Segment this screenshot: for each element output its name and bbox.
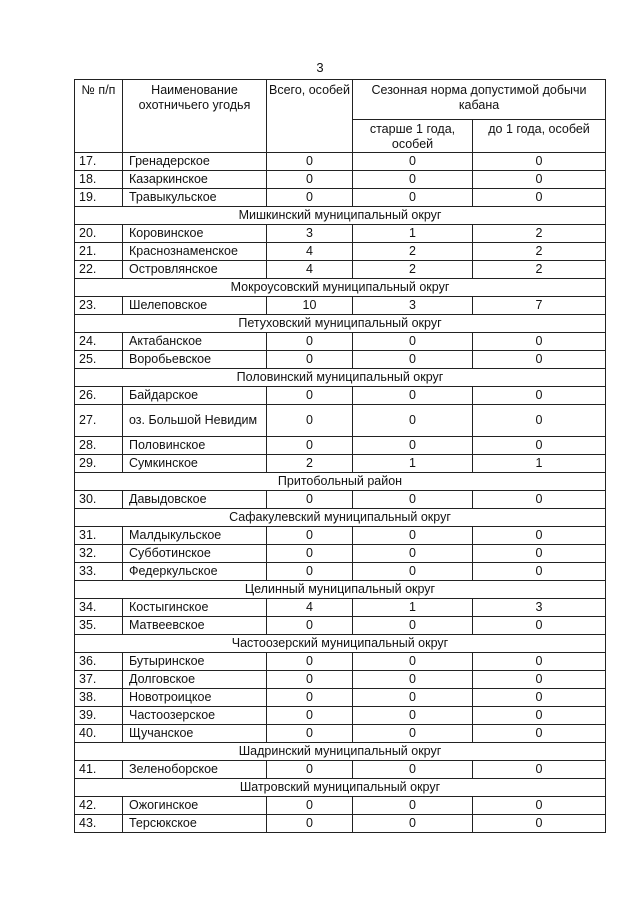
section-title: Петуховский муниципальный округ <box>75 315 606 333</box>
table-row <box>75 815 606 833</box>
younger-count: 0 <box>473 797 606 815</box>
total-count: 0 <box>267 671 353 689</box>
hunting-ground-name: Шелеповское <box>123 297 267 315</box>
section-title: Шатровский муниципальный округ <box>75 779 606 797</box>
row-number: 38. <box>75 689 123 707</box>
table-row <box>75 725 606 743</box>
older-count: 0 <box>353 725 473 743</box>
section-row <box>75 315 606 333</box>
total-count: 10 <box>267 297 353 315</box>
row-number: 41. <box>75 761 123 779</box>
older-count: 0 <box>353 189 473 207</box>
younger-count: 7 <box>473 297 606 315</box>
table-row <box>75 405 606 437</box>
total-count: 0 <box>267 797 353 815</box>
younger-count: 0 <box>473 171 606 189</box>
younger-count: 0 <box>473 545 606 563</box>
hunting-ground-name: Малдыкульское <box>123 527 267 545</box>
row-number: 27. <box>75 405 123 437</box>
table-row <box>75 171 606 189</box>
section-title: Половинский муниципальный округ <box>75 369 606 387</box>
total-count: 0 <box>267 545 353 563</box>
total-count: 3 <box>267 225 353 243</box>
total-count: 0 <box>267 725 353 743</box>
younger-count: 1 <box>473 455 606 473</box>
younger-count: 0 <box>473 405 606 437</box>
table-row <box>75 225 606 243</box>
row-number: 42. <box>75 797 123 815</box>
row-number: 19. <box>75 189 123 207</box>
older-count: 0 <box>353 815 473 833</box>
total-count: 0 <box>267 189 353 207</box>
younger-count: 0 <box>473 689 606 707</box>
total-count: 0 <box>267 653 353 671</box>
section-title: Шадринский муниципальный округ <box>75 743 606 761</box>
section-row <box>75 279 606 297</box>
table-row <box>75 689 606 707</box>
hunting-ground-name: Новотроицкое <box>123 689 267 707</box>
section-row <box>75 369 606 387</box>
total-count: 0 <box>267 351 353 369</box>
younger-count: 0 <box>473 653 606 671</box>
older-count: 0 <box>353 797 473 815</box>
hunting-ground-name: оз. Большой Невидим <box>123 405 267 437</box>
older-count: 2 <box>353 261 473 279</box>
row-number: 33. <box>75 563 123 581</box>
younger-count: 0 <box>473 333 606 351</box>
hunting-ground-name: Терсюкское <box>123 815 267 833</box>
total-count: 0 <box>267 815 353 833</box>
row-number: 29. <box>75 455 123 473</box>
header-name: Наименование охотничьего угодья <box>123 80 267 153</box>
total-count: 0 <box>267 491 353 509</box>
row-number: 24. <box>75 333 123 351</box>
younger-count: 0 <box>473 387 606 405</box>
section-row <box>75 635 606 653</box>
hunting-ground-name: Субботинское <box>123 545 267 563</box>
header-younger: до 1 года, особей <box>473 120 606 153</box>
total-count: 0 <box>267 707 353 725</box>
total-count: 0 <box>267 689 353 707</box>
older-count: 0 <box>353 153 473 171</box>
hunting-ground-name: Сумкинское <box>123 455 267 473</box>
younger-count: 0 <box>473 617 606 635</box>
table-row <box>75 491 606 509</box>
total-count: 0 <box>267 333 353 351</box>
older-count: 1 <box>353 225 473 243</box>
hunting-ground-name: Байдарское <box>123 387 267 405</box>
table-row <box>75 671 606 689</box>
row-number: 17. <box>75 153 123 171</box>
row-number: 32. <box>75 545 123 563</box>
table-row <box>75 599 606 617</box>
younger-count: 2 <box>473 243 606 261</box>
section-title: Мишкинский муниципальный округ <box>75 207 606 225</box>
table-row <box>75 261 606 279</box>
younger-count: 0 <box>473 563 606 581</box>
total-count: 0 <box>267 387 353 405</box>
hunting-ground-name: Воробьевское <box>123 351 267 369</box>
section-title: Целинный муниципальный округ <box>75 581 606 599</box>
header-norm: Сезонная норма допустимой добычи кабана <box>353 80 606 120</box>
row-number: 25. <box>75 351 123 369</box>
row-number: 40. <box>75 725 123 743</box>
row-number: 34. <box>75 599 123 617</box>
older-count: 0 <box>353 563 473 581</box>
table-row <box>75 797 606 815</box>
section-title: Сафакулевский муниципальный округ <box>75 509 606 527</box>
younger-count: 0 <box>473 761 606 779</box>
page-number: 3 <box>316 60 324 75</box>
table-row <box>75 189 606 207</box>
older-count: 0 <box>353 653 473 671</box>
section-row <box>75 743 606 761</box>
total-count: 4 <box>267 243 353 261</box>
younger-count: 0 <box>473 527 606 545</box>
row-number: 20. <box>75 225 123 243</box>
header-total: Всего, особей <box>267 80 353 153</box>
younger-count: 0 <box>473 351 606 369</box>
row-number: 22. <box>75 261 123 279</box>
hunting-ground-name: Матвеевское <box>123 617 267 635</box>
row-number: 37. <box>75 671 123 689</box>
row-number: 18. <box>75 171 123 189</box>
older-count: 2 <box>353 243 473 261</box>
table-row <box>75 437 606 455</box>
table-row <box>75 707 606 725</box>
section-title: Частоозерский муниципальный округ <box>75 635 606 653</box>
older-count: 0 <box>353 333 473 351</box>
section-title: Мокроусовский муниципальный округ <box>75 279 606 297</box>
table-row <box>75 243 606 261</box>
table-row <box>75 617 606 635</box>
older-count: 1 <box>353 599 473 617</box>
total-count: 0 <box>267 563 353 581</box>
older-count: 0 <box>353 527 473 545</box>
table-row <box>75 387 606 405</box>
younger-count: 2 <box>473 261 606 279</box>
younger-count: 0 <box>473 437 606 455</box>
section-title: Притобольный район <box>75 473 606 491</box>
header-num: № п/п <box>75 80 123 153</box>
row-number: 35. <box>75 617 123 635</box>
older-count: 0 <box>353 689 473 707</box>
hunting-ground-name: Долговское <box>123 671 267 689</box>
younger-count: 0 <box>473 671 606 689</box>
total-count: 0 <box>267 405 353 437</box>
hunting-ground-name: Костыгинское <box>123 599 267 617</box>
older-count: 1 <box>353 455 473 473</box>
older-count: 0 <box>353 671 473 689</box>
younger-count: 2 <box>473 225 606 243</box>
row-number: 36. <box>75 653 123 671</box>
younger-count: 0 <box>473 815 606 833</box>
total-count: 0 <box>267 171 353 189</box>
younger-count: 0 <box>473 153 606 171</box>
older-count: 3 <box>353 297 473 315</box>
total-count: 4 <box>267 261 353 279</box>
row-number: 26. <box>75 387 123 405</box>
table-row <box>75 653 606 671</box>
row-number: 23. <box>75 297 123 315</box>
younger-count: 0 <box>473 707 606 725</box>
total-count: 0 <box>267 617 353 635</box>
hunting-ground-name: Островлянское <box>123 261 267 279</box>
row-number: 30. <box>75 491 123 509</box>
younger-count: 0 <box>473 725 606 743</box>
row-number: 31. <box>75 527 123 545</box>
row-number: 28. <box>75 437 123 455</box>
younger-count: 3 <box>473 599 606 617</box>
hunting-ground-name: Зеленоборское <box>123 761 267 779</box>
older-count: 0 <box>353 405 473 437</box>
total-count: 0 <box>267 761 353 779</box>
total-count: 2 <box>267 455 353 473</box>
section-row <box>75 207 606 225</box>
hunting-ground-name: Щучанское <box>123 725 267 743</box>
younger-count: 0 <box>473 491 606 509</box>
table-row <box>75 545 606 563</box>
table-row <box>75 333 606 351</box>
older-count: 0 <box>353 387 473 405</box>
hunting-ground-name: Давыдовское <box>123 491 267 509</box>
header-older: старше 1 года, особей <box>353 120 473 153</box>
hunting-ground-name: Федеркульское <box>123 563 267 581</box>
older-count: 0 <box>353 491 473 509</box>
hunting-quota-table <box>74 79 606 833</box>
table-row <box>75 527 606 545</box>
table-row <box>75 455 606 473</box>
total-count: 0 <box>267 437 353 455</box>
row-number: 39. <box>75 707 123 725</box>
section-row <box>75 581 606 599</box>
table-row <box>75 153 606 171</box>
table-body <box>75 153 606 833</box>
hunting-ground-name: Краснознаменское <box>123 243 267 261</box>
older-count: 0 <box>353 761 473 779</box>
row-number: 21. <box>75 243 123 261</box>
hunting-ground-name: Частоозерское <box>123 707 267 725</box>
hunting-ground-name: Половинское <box>123 437 267 455</box>
hunting-ground-name: Казаркинское <box>123 171 267 189</box>
table-row <box>75 351 606 369</box>
older-count: 0 <box>353 707 473 725</box>
section-row <box>75 473 606 491</box>
older-count: 0 <box>353 351 473 369</box>
table-row <box>75 761 606 779</box>
total-count: 0 <box>267 153 353 171</box>
section-row <box>75 779 606 797</box>
older-count: 0 <box>353 545 473 563</box>
section-row <box>75 509 606 527</box>
older-count: 0 <box>353 437 473 455</box>
table-row <box>75 563 606 581</box>
hunting-ground-name: Коровинское <box>123 225 267 243</box>
older-count: 0 <box>353 171 473 189</box>
hunting-ground-name: Актабанское <box>123 333 267 351</box>
older-count: 0 <box>353 617 473 635</box>
hunting-ground-name: Ожогинское <box>123 797 267 815</box>
total-count: 4 <box>267 599 353 617</box>
hunting-ground-name: Травыкульское <box>123 189 267 207</box>
total-count: 0 <box>267 527 353 545</box>
hunting-ground-name: Гренадерское <box>123 153 267 171</box>
table-row <box>75 297 606 315</box>
row-number: 43. <box>75 815 123 833</box>
younger-count: 0 <box>473 189 606 207</box>
hunting-ground-name: Бутыринское <box>123 653 267 671</box>
